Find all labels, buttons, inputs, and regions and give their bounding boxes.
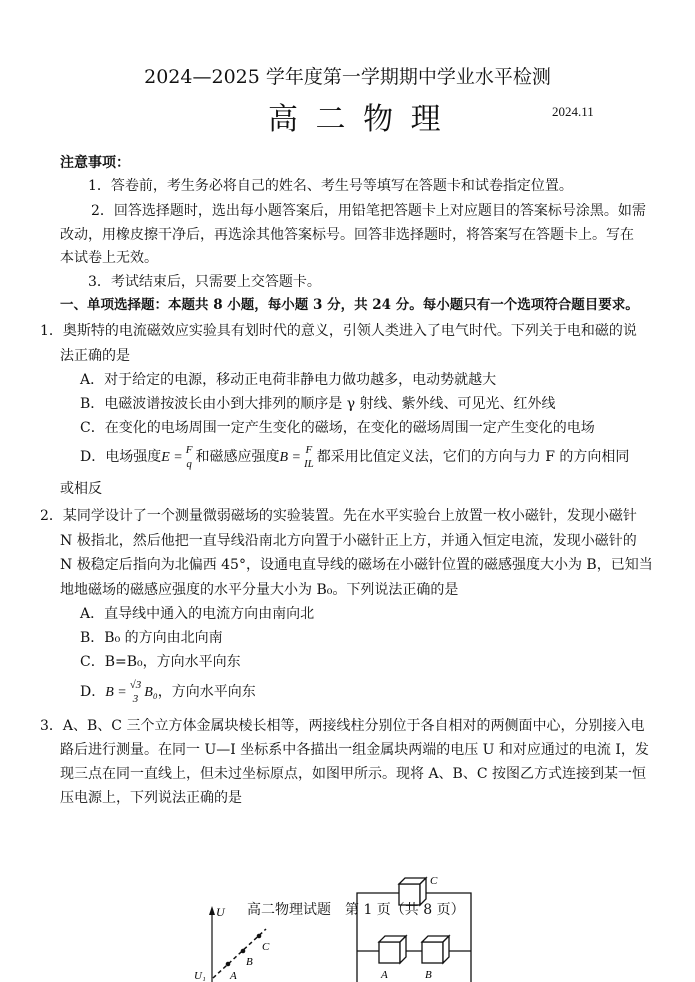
numerator: √3 [129, 679, 142, 691]
fraction-sqrt3-3 [130, 678, 142, 706]
denominator: IL [303, 458, 314, 470]
q2-option-c: C．B=B₀，方向水平向东 [80, 654, 241, 670]
q2-option-a: A．直导线中通入的电流方向由南向北 [80, 606, 315, 622]
fraction-f-il [304, 443, 314, 471]
label-c: C [262, 941, 270, 953]
q1-option-b: B．电磁波谱按波长由小到大排列的顺序是 γ 射线、紫外线、可见光、红外线 [80, 396, 556, 412]
q2-d-post: ，方向水平向东 [157, 684, 256, 700]
axis-arrow-icon [209, 906, 215, 915]
q2-stem-2: N 极指北，然后他把一直导线沿南北方向置于小磁针正上方，并通入恒定电流，发现小磁针的 [60, 533, 637, 549]
q1-option-c: C．在变化的电场周围一定产生变化的磁场，在变化的磁场周围一定产生变化的电场 [80, 420, 595, 436]
q1-d-post: 都采用比值定义法，它们的方向与力 F 的方向相同 [316, 449, 630, 465]
point-b [241, 949, 246, 954]
label-a: A [381, 969, 388, 981]
q2-d-b0: B₀ [144, 685, 158, 700]
label-a: A [230, 970, 237, 982]
q1-stem: 1．奥斯特的电流磁效应实验具有划时代的意义，引领人类进入了电气时代。下列关于电和磁的说 [40, 323, 637, 339]
fraction-f-q [186, 443, 193, 471]
subject-title: 高 二 物 理 [268, 102, 445, 137]
label-b: B [425, 969, 432, 981]
q2-d-prefix: D． [80, 684, 106, 700]
q1-d-e: E = [161, 450, 183, 465]
notice-item-2: 2．回答选择题时，选出每小题答案后，用铅笔把答题卡上对应题目的答案标号涂黑。如需 [91, 203, 646, 219]
q2-stem: 2．某同学设计了一个测量微弱磁场的实验装置。先在水平实验台上放置一枚小磁针，发现小磁针 [40, 508, 637, 524]
block-b [422, 936, 449, 963]
page-footer: 高二物理试题 第 1 页（共 8 页） [247, 902, 465, 918]
numerator: F [185, 444, 193, 456]
q2-option-d [80, 675, 256, 710]
block-a [379, 936, 406, 963]
denominator: 3 [132, 693, 139, 705]
q3-stem-3: 现三点在同一直线上，但未过坐标原点，如图甲所示。现将 A、B、C 按图乙方式连接到某一恒 [60, 766, 647, 782]
q2-option-b: B．B₀ 的方向由北向南 [80, 630, 223, 646]
q1-d-prefix: D．电场强度 [80, 449, 162, 465]
q1-d-b: B = [279, 450, 301, 465]
q3-stem-4: 压电源上，下列说法正确的是 [60, 790, 242, 806]
figure-circuit [350, 872, 480, 982]
denominator: q [186, 458, 192, 470]
q1-option-a: A．对于给定的电源，移动正电荷非静电力做功越多，电动势就越大 [80, 372, 497, 388]
notice-heading: 注意事项： [60, 155, 130, 171]
q3-stem: 3．A、B、C 三个立方体金属块棱长相等，两接线柱分别位于各自相对的两侧面中心，分别接入电 [40, 718, 645, 734]
q1-stem-cont: 法正确的是 [60, 348, 130, 364]
q1-d-mid: 和磁感应强度 [195, 449, 280, 465]
label-c: C [430, 875, 438, 887]
notice-item-2-cont2: 本试卷上无效。 [60, 250, 158, 266]
notice-item-3: 3．考试结束后，只需要上交答题卡。 [88, 274, 321, 290]
point-c [257, 934, 262, 939]
axis-label-u: U [216, 905, 225, 919]
exam-title: 2024—2025 学年度第一学期期中学业水平检测 [144, 66, 551, 88]
notice-item-1: 1．答卷前，考生务必将自己的姓名、考生号等填写在答题卡和试卷指定位置。 [88, 178, 573, 194]
exam-date: 2024.11 [552, 104, 594, 119]
notice-item-2-cont: 改动，用橡皮擦干净后，再选涂其他答案标号。回答非选择题时，将答案写在答题卡上。写在 [60, 227, 634, 243]
section-heading: 一、单项选择题：本题共 8 小题，每小题 3 分，共 24 分。每小题只有一个选项符合题目要求。 [60, 297, 639, 313]
q2-stem-4: 地地磁场的磁感应强度的水平分量大小为 B₀。下列说法正确的是 [60, 582, 459, 598]
numerator: F [305, 444, 313, 456]
q1-option-d [80, 440, 629, 475]
q3-stem-2: 路后进行测量。在同一 U—I 坐标系中各描出一组金属块两端的电压 U 和对应通过的电流 I，发 [60, 742, 649, 758]
q2-stem-3: N 极稳定后指向为北偏西 45°，设通电直导线的磁场在小磁针位置的磁感强度大小为 B，已知当 [60, 557, 653, 573]
label-b: B [246, 956, 253, 968]
label-u1: U₁ [194, 970, 206, 982]
point-a [226, 962, 231, 967]
q1-option-d-cont: 或相反 [60, 481, 102, 497]
q2-d-b: B = [105, 685, 127, 700]
